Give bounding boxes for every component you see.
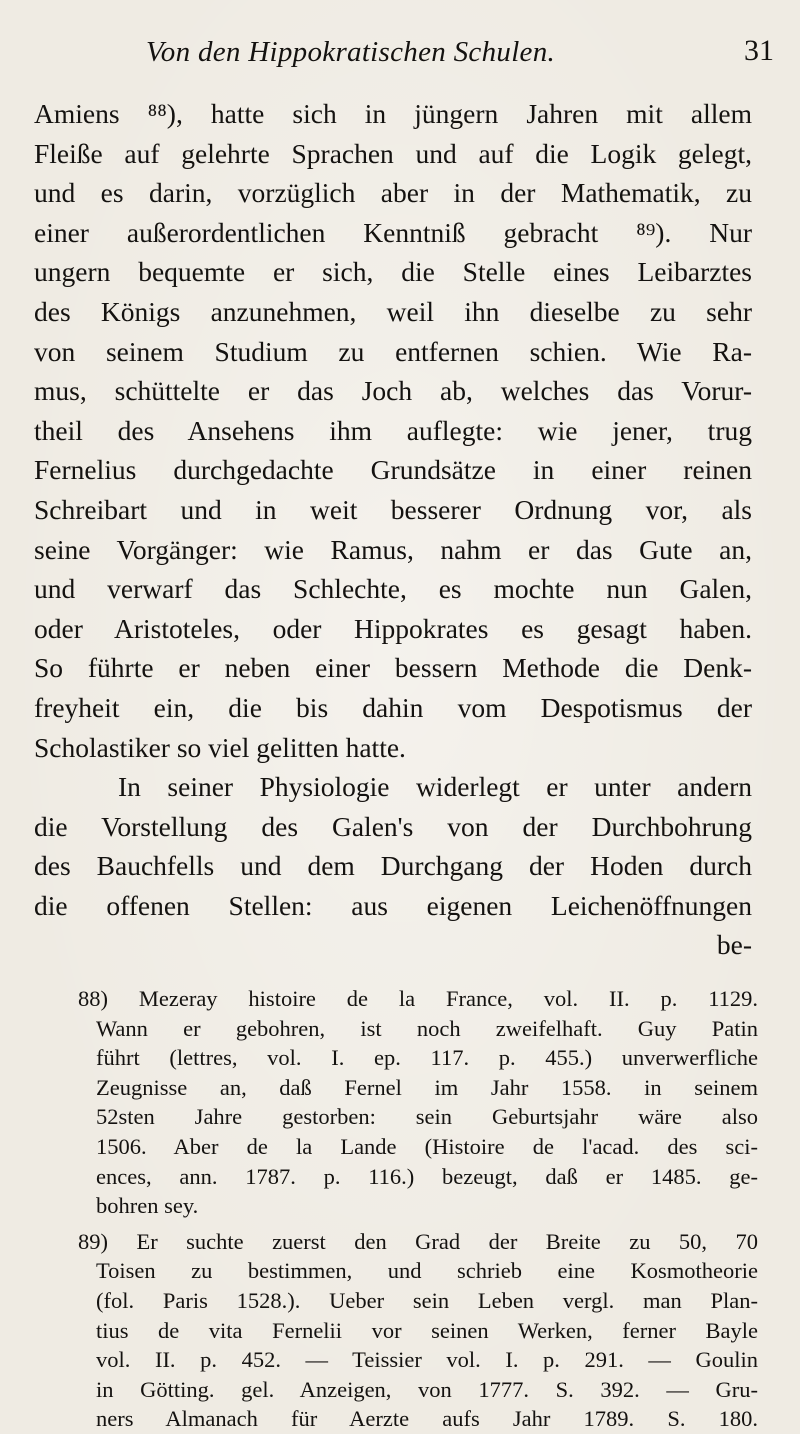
body-line: Scholastiker so viel gelitten hatte. xyxy=(34,731,406,763)
body-line: und verwarf das Schlechte, es mochte nun Galen, xyxy=(34,573,752,605)
footnote-88-line: 1506. Aber de la Lande (Histoire de l'acad. des sci- xyxy=(96,1133,758,1159)
footnote-88-line: führt (lettres, vol. I. ep. 117. p. 455.) unverwerfliche xyxy=(96,1045,758,1071)
footnote-89-line: ners Almanach für Aerzte aufs Jahr 1789. S. 180. xyxy=(96,1406,758,1432)
page-header xyxy=(34,30,774,80)
footnote-89-line: (fol. Paris 1528.). Ueber sein Leben vergl. man Plan- xyxy=(96,1287,758,1313)
catchword: be- xyxy=(716,929,752,961)
body-line: Fernelius durchgedachte Grundsätze in einer reinen xyxy=(34,454,752,486)
running-title: Von den Hippokratischen Schulen. xyxy=(146,36,556,68)
footnote-89-line: 89) Er suchte zuerst den Grad der Breite zu 50, 70 xyxy=(78,1228,758,1254)
page-number: 31 xyxy=(744,34,774,67)
footnote-89-line: vol. II. p. 452. — Teissier vol. I. p. 291. — Goulin xyxy=(96,1347,758,1373)
main-text xyxy=(34,94,752,965)
body-line: die offenen Stellen: aus eigenen Leichenöffnungen xyxy=(34,889,752,921)
body-line: von seinem Studium zu entfernen schien. Wie Ra- xyxy=(34,335,752,367)
body-line: einer außerordentlichen Kenntniß gebracht ⁸⁹). Nur xyxy=(34,216,752,248)
footnote-89-line: in Götting. gel. Anzeigen, von 1777. S. 392. — Gru- xyxy=(96,1376,758,1402)
body-line: Schreibart und in weit besserer Ordnung vor, als xyxy=(34,493,752,525)
body-line: So führte er neben einer bessern Methode die Denk- xyxy=(34,652,752,684)
body-line: des Bauchfells und dem Durchgang der Hoden durch xyxy=(34,850,752,882)
footnote-88-line: 88) Mezeray histoire de la France, vol. II. p. 1129. xyxy=(78,986,758,1011)
footnote-88-line: Wann er gebohren, ist noch zweifelhaft. Guy Patin xyxy=(96,1015,758,1041)
footnote-89-line: tius de vita Fernelii vor seinen Werken, ferner Bayle xyxy=(96,1317,758,1343)
footnote-88-line: 52sten Jahre gestorben: sein Geburtsjahr wäre also xyxy=(96,1104,758,1130)
footnote-89-line: Toisen zu bestimmen, und schrieb eine Kosmotheorie xyxy=(96,1258,758,1284)
body-line: oder Aristoteles, oder Hippokrates es gesagt haben. xyxy=(34,612,752,644)
footnote-88-line: ences, ann. 1787. p. 116.) bezeugt, daß er 1485. ge- xyxy=(96,1163,758,1189)
footnote-88-line: Zeugnisse an, daß Fernel im Jahr 1558. in seinem xyxy=(96,1074,758,1100)
body-line: In seiner Physiologie widerlegt er unter andern xyxy=(118,771,752,803)
body-line: freyheit ein, die bis dahin vom Despotismus der xyxy=(34,691,752,723)
body-line: und es darin, vorzüglich aber in der Mathematik, zu xyxy=(34,177,752,209)
footnotes xyxy=(78,984,758,1434)
body-line: des Königs anzunehmen, weil ihn dieselbe zu sehr xyxy=(34,295,752,327)
body-line: die Vorstellung des Galen's von der Durchbohrung xyxy=(34,810,752,842)
body-line: theil des Ansehens ihm auflegte: wie jener, trug xyxy=(34,414,752,446)
body-line: Fleiße auf gelehrte Sprachen und auf die Logik gelegt, xyxy=(34,137,752,169)
footnote-88-line: bohren sey. xyxy=(96,1193,199,1219)
body-line: seine Vorgänger: wie Ramus, nahm er das Gute an, xyxy=(34,533,752,565)
body-line: mus, schüttelte er das Joch ab, welches das Vorur- xyxy=(34,375,752,407)
body-line: Amiens ⁸⁸), hatte sich in jüngern Jahren mit allem xyxy=(34,98,752,129)
body-line: ungern bequemte er sich, die Stelle eines Leibarztes xyxy=(34,256,752,288)
